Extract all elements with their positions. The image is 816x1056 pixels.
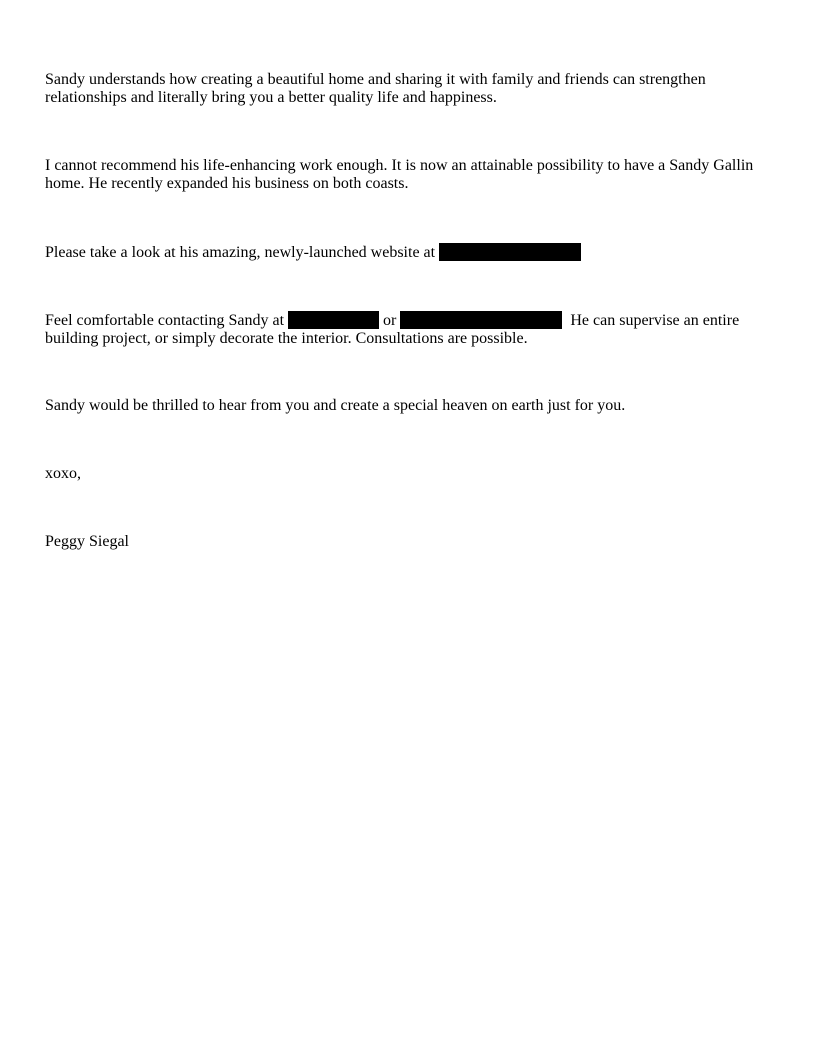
paragraph-recommendation: I cannot recommend his life-enhancing work enough. It is now an attainable possibility to have a Sandy Gallin home. He recently expanded his business on both coasts. <box>45 157 754 192</box>
paragraph-intro: Sandy understands how creating a beautiful home and sharing it with family and friends can strengthen relationships and literally bring you a better quality life and happiness. <box>45 71 706 106</box>
contact-text-prefix: Feel comfortable contacting Sandy at <box>45 312 285 329</box>
contact-text-or: or <box>383 312 397 329</box>
paragraph-contact <box>45 311 765 348</box>
paragraph-website <box>45 243 765 262</box>
signature: Peggy Siegal <box>45 533 129 550</box>
contact-text-suffix: He can supervise an entire building project, or simply decorate the interior. Consultations are possible. <box>45 312 740 347</box>
closing: xoxo, <box>45 465 81 482</box>
redaction-contact-2 <box>400 311 562 329</box>
redaction-contact-1 <box>288 311 379 329</box>
website-text: Please take a look at his amazing, newly-launched website at <box>45 244 436 261</box>
redaction-website <box>439 243 581 261</box>
paragraph-invitation: Sandy would be thrilled to hear from you and create a special heaven on earth just for you. <box>45 397 626 414</box>
